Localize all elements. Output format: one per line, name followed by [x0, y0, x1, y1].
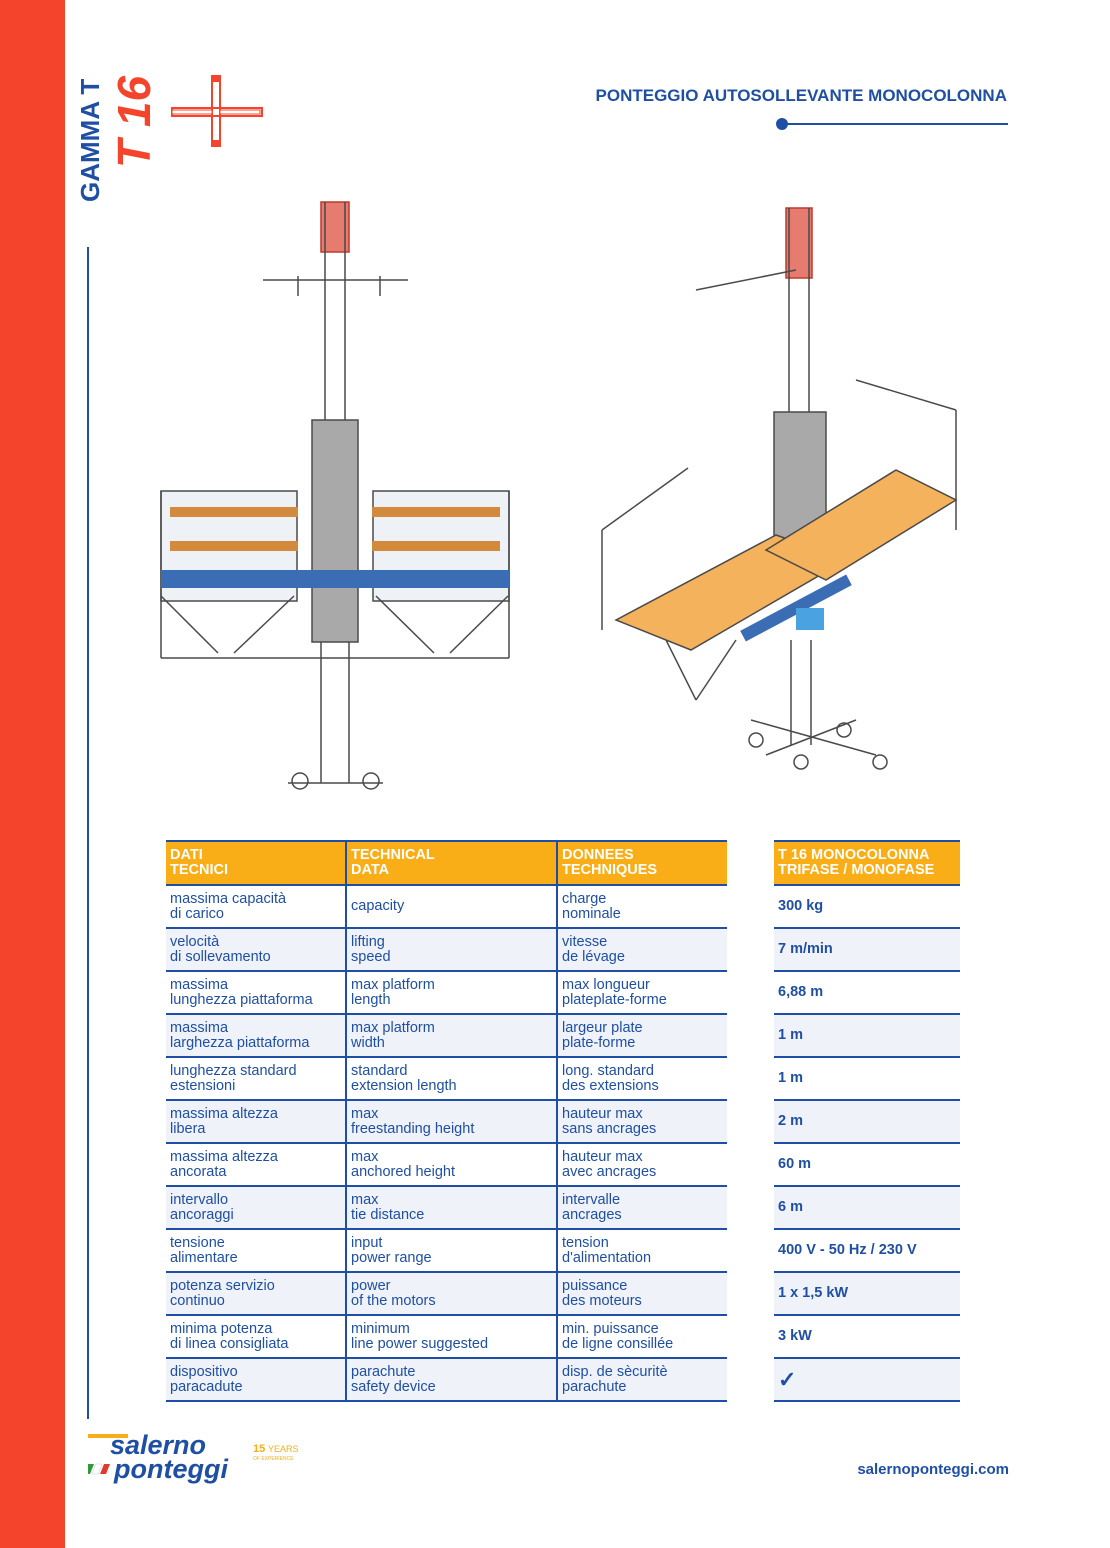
checkmark-icon: ✓	[774, 1358, 960, 1401]
value-row	[774, 1100, 960, 1143]
table-row	[166, 1315, 727, 1358]
value-cell: 1 x 1,5 kW	[774, 1272, 960, 1315]
values-header-2: TRIFASE / MONOFASE	[778, 862, 935, 878]
row-it: massima	[170, 976, 229, 993]
row-en: max platform	[351, 976, 435, 993]
page-title: PONTEGGIO AUTOSOLLEVANTE MONOCOLONNA	[595, 86, 1007, 105]
row-it: estensioni	[170, 1077, 236, 1094]
row-it: di sollevamento	[170, 948, 271, 965]
row-fr: tension	[562, 1234, 609, 1251]
title-rule	[784, 123, 1008, 125]
row-fr: nominale	[562, 905, 621, 922]
value-cell: 6 m	[774, 1186, 960, 1229]
value-cell: 300 kg	[774, 885, 960, 928]
row-en: max	[351, 1148, 379, 1165]
header-fr-1: DONNEES	[562, 847, 634, 863]
row-it: libera	[170, 1120, 206, 1137]
row-fr: de ligne consillée	[562, 1335, 674, 1352]
values-header-1: T 16 MONOCOLONNA	[778, 847, 930, 863]
row-en: anchored height	[351, 1163, 455, 1180]
row-it: lunghezza standard	[170, 1062, 297, 1079]
value-row	[774, 1186, 960, 1229]
row-en: input	[351, 1234, 383, 1251]
row-fr: hauteur max	[562, 1148, 643, 1165]
row-fr: des extensions	[562, 1077, 659, 1094]
row-it: intervallo	[170, 1191, 229, 1208]
value-row	[774, 1229, 960, 1272]
row-it: massima altezza	[170, 1148, 278, 1165]
row-en: parachute	[351, 1363, 416, 1380]
brand-line2: ponteggi	[114, 1454, 228, 1484]
row-en: standard	[351, 1062, 408, 1079]
row-fr: d'alimentation	[562, 1249, 652, 1266]
header-en-2: DATA	[351, 862, 390, 878]
row-en: tie distance	[351, 1206, 425, 1223]
row-it: ancoraggi	[170, 1206, 234, 1223]
row-en: power	[351, 1277, 391, 1294]
table-row	[166, 1272, 727, 1315]
row-fr: vitesse	[562, 933, 608, 950]
row-it: ancorata	[170, 1163, 227, 1180]
value-row	[774, 971, 960, 1014]
value-row	[774, 1358, 960, 1401]
row-it: lunghezza piattaforma	[170, 991, 313, 1008]
row-fr: charge	[562, 890, 607, 907]
table-row	[166, 971, 727, 1014]
row-fr: largeur plate	[562, 1019, 643, 1036]
years-word: YEARS	[268, 1444, 299, 1454]
row-fr: plateplate-forme	[562, 991, 667, 1008]
row-en: max	[351, 1105, 379, 1122]
front-view-drawing	[158, 198, 518, 802]
row-fr: intervalle	[562, 1191, 621, 1208]
value-row	[774, 1143, 960, 1186]
row-en: capacity	[351, 898, 405, 914]
row-it: paracadute	[170, 1378, 243, 1395]
row-fr: hauteur max	[562, 1105, 643, 1122]
row-fr: ancrages	[562, 1206, 622, 1223]
table-row	[166, 1057, 727, 1100]
table-row	[166, 1014, 727, 1057]
table-row	[166, 1100, 727, 1143]
header-fr-2: TECHNIQUES	[562, 862, 658, 878]
row-en: lifting	[351, 933, 385, 950]
value-cell: 2 m	[774, 1100, 960, 1143]
row-en: max	[351, 1191, 379, 1208]
row-en: max platform	[351, 1019, 435, 1036]
row-en: width	[351, 1034, 385, 1051]
value-cell: 7 m/min	[774, 928, 960, 971]
row-fr: des moteurs	[562, 1292, 642, 1309]
row-en: safety device	[351, 1378, 436, 1395]
row-fr: long. standard	[562, 1062, 654, 1079]
row-it: larghezza piattaforma	[170, 1034, 310, 1051]
row-en: freestanding height	[351, 1120, 475, 1137]
row-fr: sans ancrages	[562, 1120, 657, 1137]
side-rule	[87, 247, 89, 1419]
table-row	[166, 1229, 727, 1272]
row-fr: parachute	[562, 1378, 627, 1395]
perspective-view-drawing	[596, 200, 976, 778]
row-it: di linea consigliata	[170, 1335, 289, 1352]
row-fr: puissance	[562, 1277, 628, 1294]
row-it: alimentare	[170, 1249, 238, 1266]
row-en: line power suggested	[351, 1335, 489, 1352]
years-sub: OF EXPERIENCE	[253, 1456, 294, 1462]
years-number: 15	[253, 1443, 266, 1455]
header-it-2: TECNICI	[170, 862, 228, 878]
range-label: GAMMA T	[75, 78, 105, 202]
row-en: length	[351, 991, 391, 1008]
value-cell: 60 m	[774, 1143, 960, 1186]
value-cell: 3 kW	[774, 1315, 960, 1358]
value-cell: 1 m	[774, 1014, 960, 1057]
technical-data-table	[166, 840, 727, 1402]
value-row	[774, 1315, 960, 1358]
table-row	[166, 928, 727, 971]
website-link[interactable]: salernoponteggi.com	[857, 1461, 1009, 1478]
row-it: minima potenza	[170, 1320, 273, 1337]
row-fr: disp. de sècuritè	[562, 1363, 668, 1380]
brand-line1: salerno	[110, 1430, 207, 1460]
value-cell: 1 m	[774, 1057, 960, 1100]
value-row	[774, 928, 960, 971]
header-it-1: DATI	[170, 847, 203, 863]
value-cell: 6,88 m	[774, 971, 960, 1014]
mast-platform-icon	[170, 74, 264, 148]
value-cell: 400 V - 50 Hz / 230 V	[774, 1229, 960, 1272]
brand-logo	[88, 1430, 303, 1490]
value-row	[774, 1057, 960, 1100]
model-label: T 16	[108, 75, 160, 168]
row-en: of the motors	[351, 1292, 436, 1309]
row-it: dispositivo	[170, 1363, 238, 1380]
side-color-band	[0, 0, 65, 1548]
row-it: massima altezza	[170, 1105, 278, 1122]
table-row	[166, 885, 727, 928]
row-it: di carico	[170, 905, 224, 922]
row-en: speed	[351, 948, 391, 965]
row-it: massima	[170, 1019, 229, 1036]
row-en: extension length	[351, 1077, 457, 1094]
row-it: continuo	[170, 1292, 225, 1309]
value-row	[774, 1014, 960, 1057]
row-fr: min. puissance	[562, 1320, 659, 1337]
row-fr: plate-forme	[562, 1034, 636, 1051]
row-fr: de lévage	[562, 948, 625, 965]
model-values-table	[774, 840, 960, 1402]
row-en: power range	[351, 1249, 432, 1266]
row-it: potenza servizio	[170, 1277, 275, 1294]
row-fr: max longueur	[562, 976, 650, 993]
value-row	[774, 885, 960, 928]
row-it: tensione	[170, 1234, 225, 1251]
header-en-1: TECHNICAL	[351, 847, 435, 863]
table-row	[166, 1186, 727, 1229]
row-fr: avec ancrages	[562, 1163, 657, 1180]
row-it: massima capacità	[170, 890, 287, 907]
value-row	[774, 1272, 960, 1315]
table-row	[166, 1143, 727, 1186]
row-en: minimum	[351, 1320, 410, 1337]
table-row	[166, 1358, 727, 1401]
row-it: velocità	[170, 933, 220, 950]
